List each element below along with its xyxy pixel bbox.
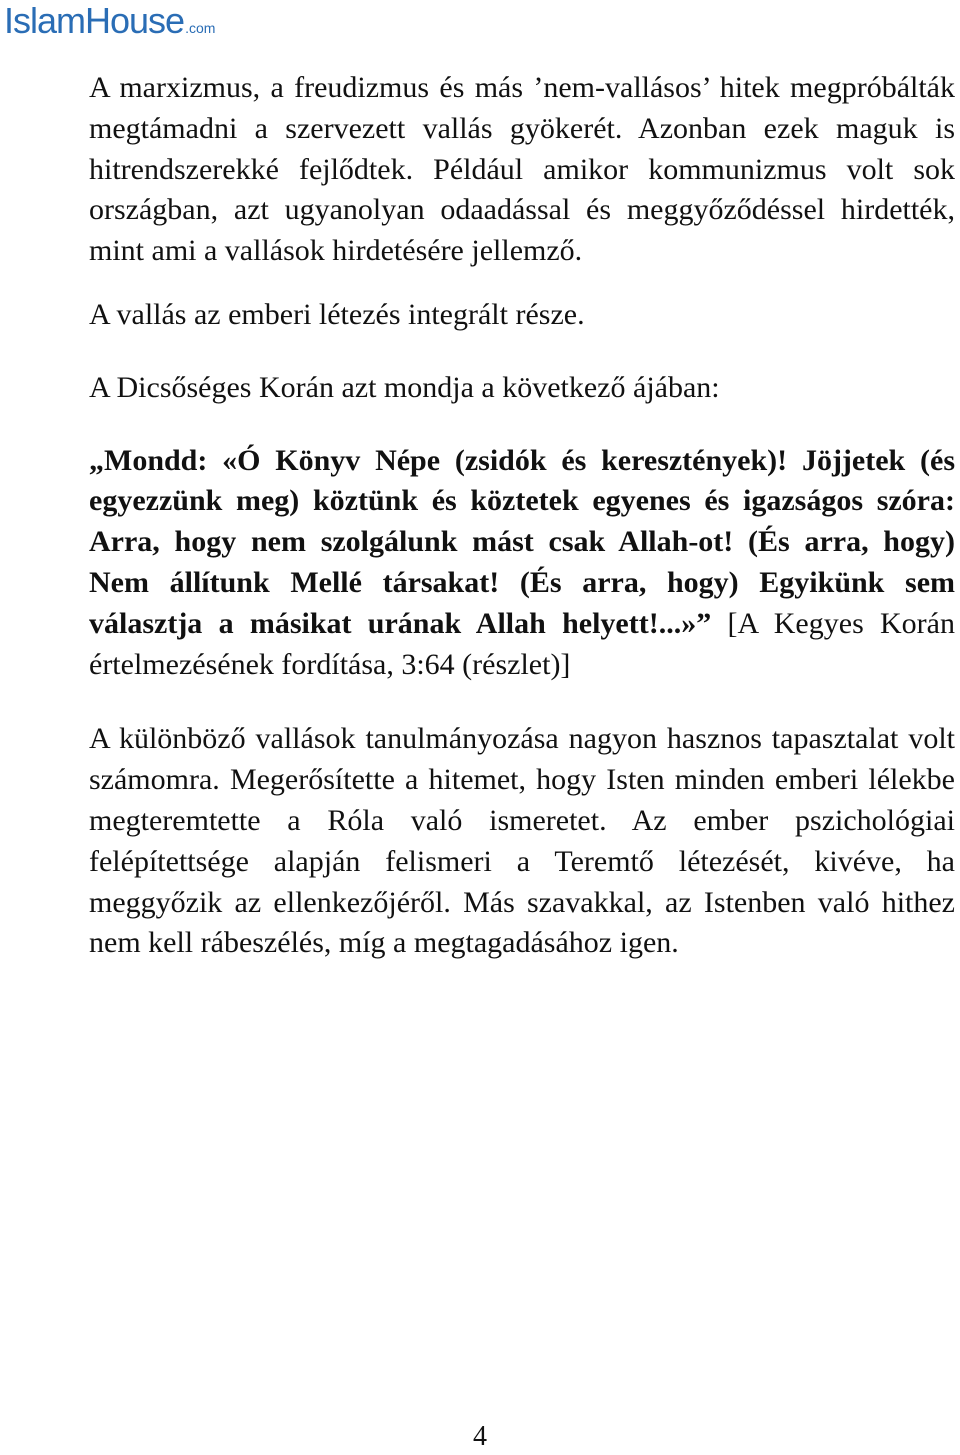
paragraph-marxism: A marxizmus, a freudizmus és más ’nem-vallásos’ hitek megpróbálták megtámadni a szervezett vallás gyökerét. Azonban ezek maguk is hitrendszerekké fejlődtek. Például amikor kommunizmus volt sok országban, azt ugyanolyan odaadással és meggyőződéssel hirdették, mint ami a vallások hirdetésére jellemző. xyxy=(89,71,955,268)
quran-quote-paragraph xyxy=(89,441,955,686)
islamhouse-logo xyxy=(4,0,215,40)
paragraph-quran-intro: A Dicsőséges Korán azt mondja a következő ájában: xyxy=(89,370,720,404)
logo-suffix-text: .com xyxy=(185,20,216,36)
page-number: 4 xyxy=(473,1421,487,1452)
quran-quote-reference: [A Kegyes Korán értelmezésének fordítása, 3:64 (részlet)] xyxy=(89,606,955,681)
paragraph-study-of-religions: A különböző vallások tanulmányozása nagyon hasznos tapasztalat volt számomra. Megerősítette a hitemet, hogy Isten minden emberi lélekbe megteremtette a Róla való ismeretet. Az ember pszichológiai felépítettsége alapján felismeri a Teremtő létezését, kivéve, ha meggyőzik az ellenkezőjéről. Más szavakkal, az Istenben való hithez nem kell rábeszélés, míg a megtagadásához igen. xyxy=(89,722,955,960)
quran-quote-text: „Mondd: «Ó Könyv Népe (zsidók és keresztények)! Jöjjetek (és egyezzünk meg) köztünk és köztetek egyenes és igazságos szóra: Arra, hogy nem szolgálunk mást csak Allah-ot! (És arra, hogy) Nem állítunk Mellé társakat! (És arra, hogy) Egyikünk sem választja a másikat urának Allah helyett!...»” xyxy=(89,443,955,640)
logo-main-text: IslamHouse xyxy=(4,0,185,41)
paragraph-religion-integral: A vallás az emberi létezés integrált része. xyxy=(89,297,585,331)
page-content xyxy=(89,68,955,964)
